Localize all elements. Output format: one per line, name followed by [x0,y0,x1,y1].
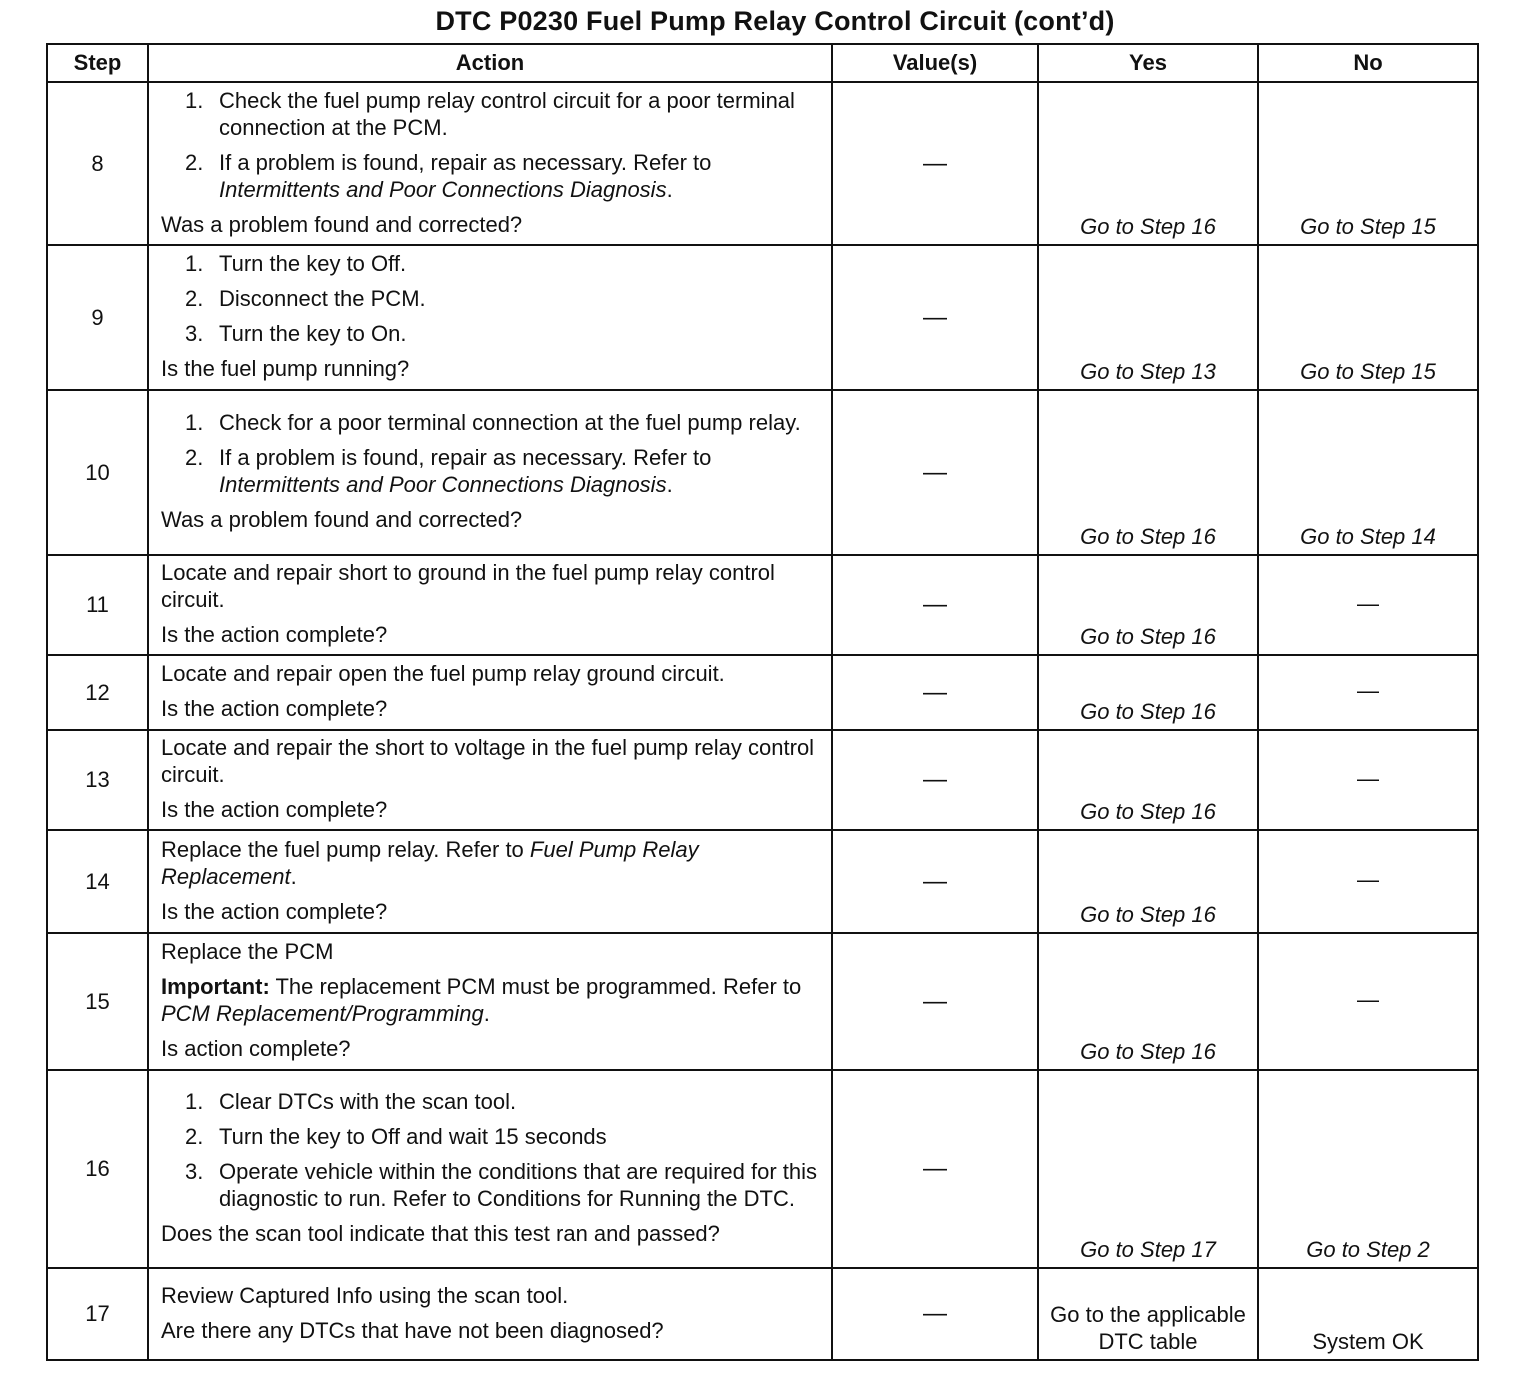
action-paragraph [161,734,821,788]
action-cell [148,555,832,655]
text-segment: Locate and repair open the fuel pump relay ground circuit. [161,661,725,686]
action-text [219,285,426,312]
action-paragraph [161,211,821,238]
text-segment: Is the action complete? [161,898,388,924]
action-text [219,1158,821,1212]
value-cell: — [832,655,1038,730]
action-paragraph [161,938,821,965]
value-cell: — [832,390,1038,555]
table-row [47,1070,1478,1268]
step-number: 8 [47,82,148,245]
value-cell: — [832,730,1038,830]
item-number: 2. [185,149,204,175]
value-cell: — [832,245,1038,390]
action-text [219,87,821,141]
page-title: DTC P0230 Fuel Pump Relay Control Circuit (cont’d) [435,6,1115,36]
header-yes: Yes [1038,44,1258,82]
value-cell: — [832,555,1038,655]
action-paragraph [161,355,821,382]
text-segment: If a problem is found, repair as necessary. Refer to [219,149,712,175]
text-segment: Replace the PCM [161,939,334,964]
action-list-item [161,1158,821,1212]
action-paragraph [161,695,821,722]
text-segment: Turn the key to Off and wait 15 seconds [219,1124,607,1149]
text-segment: Turn the key to On. [219,321,407,346]
action-text [161,622,387,647]
text-segment: Is the action complete? [161,696,388,721]
header-action: Action [148,44,832,82]
header-values: Value(s) [832,44,1038,82]
action-list-item [161,444,821,498]
action-text [219,409,801,436]
action-text [219,1088,516,1115]
action-cell [148,655,832,730]
action-text [219,149,821,203]
text-segment: Locate and repair short to ground in the fuel pump relay control circuit. [161,560,775,612]
text-segment: . [290,863,297,889]
action-text [161,212,522,237]
table-row [47,830,1478,933]
item-number: 3. [185,321,204,346]
important-label: Important: [161,974,270,999]
step-number: 15 [47,933,148,1070]
value-cell: — [832,82,1038,245]
action-paragraph [161,1317,821,1344]
action-text [161,696,387,721]
table-row [47,555,1478,655]
item-number: 1. [185,251,204,276]
text-segment: If a problem is found, repair as necessary. Refer to [219,445,712,470]
action-cell [148,82,832,245]
reference-link-text: PCM Replacement/Programming [161,1001,484,1026]
item-number: 2. [185,286,204,311]
value-cell: — [832,1268,1038,1360]
action-cell [148,830,832,933]
action-text [161,1036,351,1061]
header-step: Step [47,44,148,82]
action-text [219,320,407,347]
action-text [161,899,387,924]
text-segment: . [666,472,673,497]
action-cell [148,1070,832,1268]
action-text [161,974,801,1026]
action-paragraph [161,1282,821,1309]
value-cell: — [832,830,1038,933]
action-cell [148,730,832,830]
action-cell [148,390,832,555]
step-number: 11 [47,555,148,655]
action-list-item [161,320,821,347]
table-row [47,82,1478,245]
action-paragraph [161,621,821,648]
table-row [47,390,1478,555]
text-segment: Turn the key to Off. [219,251,407,276]
text-segment: . [483,1001,490,1026]
yes-result: Go to Step 16 [1038,82,1258,245]
no-result: Go to Step 15 [1258,245,1478,390]
action-text [161,507,522,532]
step-number: 10 [47,390,148,555]
yes-result: Go to Step 16 [1038,933,1258,1070]
text-segment: Operate vehicle within the conditions that are required for this diagnostic to run. Refer to Conditions for Running the DTC. [219,1159,817,1211]
table-row [47,655,1478,730]
text-segment: Disconnect the PCM. [219,286,426,311]
action-text [161,356,409,381]
no-result: — [1258,655,1478,730]
action-paragraph [161,898,821,925]
action-list-item [161,149,821,203]
text-segment: Is the action complete? [161,797,388,822]
yes-result: Go to Step 13 [1038,245,1258,390]
action-paragraph [161,1035,821,1062]
action-list-item [161,285,821,312]
action-cell [148,245,832,390]
action-text [161,797,387,822]
action-text [161,661,725,686]
action-paragraph [161,506,821,533]
action-text [219,250,406,277]
no-result: Go to Step 15 [1258,82,1478,245]
action-cell [148,933,832,1070]
reference-link-text: Intermittents and Poor Connections Diagnosis [219,176,667,202]
text-segment: Is action complete? [161,1036,351,1061]
text-segment: Locate and repair the short to voltage in the fuel pump relay control circuit. [161,735,815,787]
no-result: — [1258,555,1478,655]
item-number: 1. [185,1089,204,1114]
text-segment: Was a problem found and corrected? [161,211,523,237]
reference-link-text: Fuel Pump Relay Replacement [161,836,699,889]
action-text [219,1123,607,1150]
action-list-item [161,1088,821,1115]
yes-result: Go to Step 16 [1038,830,1258,933]
text-segment: Check for a poor terminal connection at the fuel pump relay. [219,410,801,435]
action-text [161,735,814,787]
action-text [161,939,333,964]
table-row [47,730,1478,830]
action-text [161,1318,664,1343]
text-segment: Does the scan tool indicate that this test ran and passed? [161,1221,720,1246]
action-cell [148,1268,832,1360]
yes-result: Go to the applicable DTC table [1038,1268,1258,1360]
step-number: 14 [47,830,148,933]
no-result: Go to Step 2 [1258,1070,1478,1268]
action-list-item [161,87,821,141]
text-segment: Are there any DTCs that have not been diagnosed? [161,1317,664,1343]
action-list-item [161,1123,821,1150]
action-paragraph [161,973,821,1027]
item-number: 2. [185,1124,204,1149]
header-row [47,44,1478,82]
yes-result: Go to Step 17 [1038,1070,1258,1268]
no-result: System OK [1258,1268,1478,1360]
step-number: 17 [47,1268,148,1360]
action-text [161,837,699,889]
text-segment: Was a problem found and corrected? [161,507,523,532]
text-segment: Is the fuel pump running? [161,356,410,381]
table-row [47,1268,1478,1360]
text-segment: Clear DTCs with the scan tool. [219,1089,517,1114]
item-number: 2. [185,445,204,470]
item-number: 3. [185,1159,204,1184]
step-number: 12 [47,655,148,730]
text-segment: Replace the fuel pump relay. Refer to [161,836,530,862]
action-paragraph [161,836,821,890]
item-number: 1. [185,410,204,435]
yes-result: Go to Step 16 [1038,555,1258,655]
yes-result: Go to Step 16 [1038,390,1258,555]
action-paragraph [161,660,821,687]
action-list-item [161,250,821,277]
text-segment: Is the action complete? [161,622,388,647]
action-paragraph [161,796,821,823]
action-paragraph [161,1220,821,1247]
no-result: — [1258,830,1478,933]
action-list-item [161,409,821,436]
action-paragraph [161,559,821,613]
table-row [47,245,1478,390]
text-segment: The replacement PCM must be programmed. Refer to [269,974,802,999]
text-segment: Review Captured Info using the scan tool. [161,1282,569,1308]
value-cell: — [832,933,1038,1070]
header-no: No [1258,44,1478,82]
reference-link-text: Intermittents and Poor Connections Diagnosis [219,472,667,497]
step-number: 16 [47,1070,148,1268]
yes-result: Go to Step 16 [1038,730,1258,830]
action-text [161,1283,568,1308]
table-row [47,933,1478,1070]
value-cell: — [832,1070,1038,1268]
action-text [161,560,775,612]
diagnostic-table [46,43,1479,1361]
text-segment: Check the fuel pump relay control circuit for a poor terminal connection at the PCM. [219,87,795,140]
yes-result: Go to Step 16 [1038,655,1258,730]
no-result: — [1258,933,1478,1070]
action-text [161,1221,720,1246]
action-text [219,444,821,498]
step-number: 9 [47,245,148,390]
step-number: 13 [47,730,148,830]
item-number: 1. [185,87,204,113]
no-result: Go to Step 14 [1258,390,1478,555]
no-result: — [1258,730,1478,830]
text-segment: . [666,176,673,202]
